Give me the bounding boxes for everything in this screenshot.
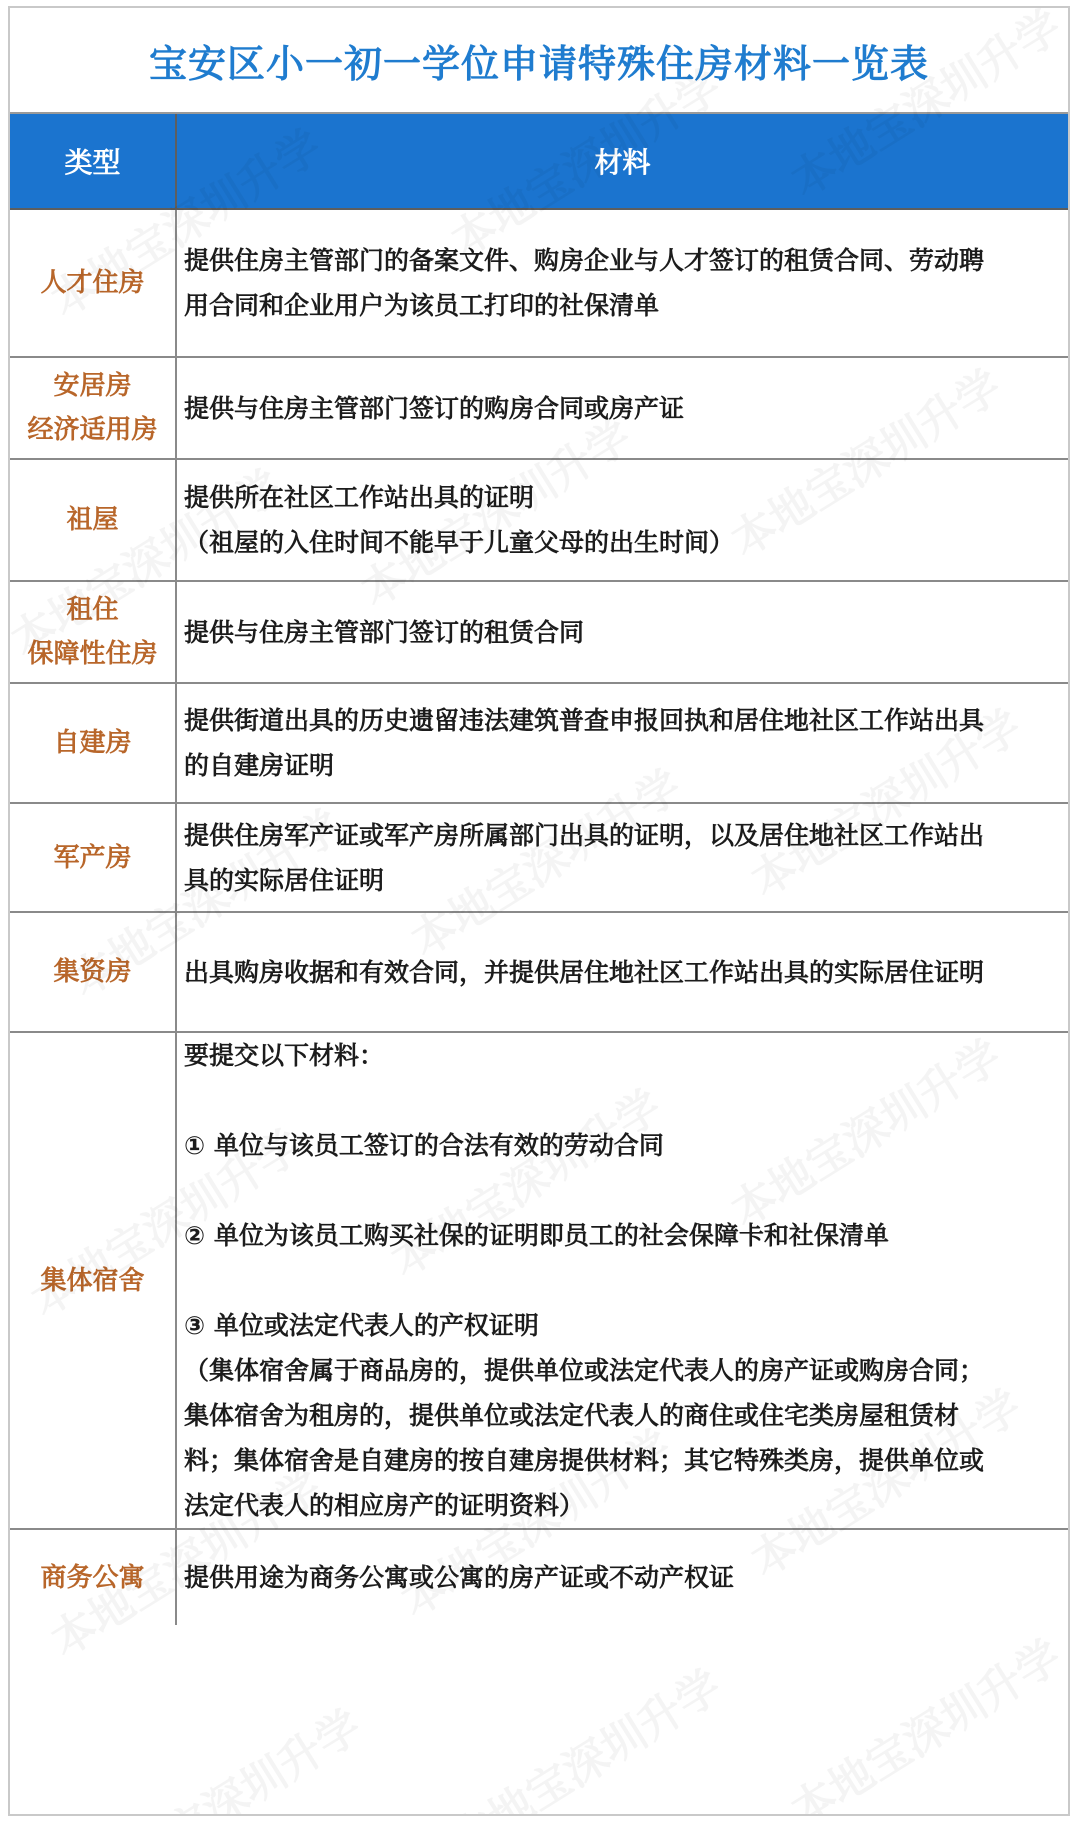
table-row	[10, 581, 1068, 683]
row-type-cell	[10, 912, 176, 1032]
table-row	[10, 459, 1068, 581]
row-material-cell	[176, 581, 1068, 683]
row-type-label: 租住	[66, 595, 119, 625]
row-type-cell	[10, 357, 176, 459]
housing-materials-table-page	[8, 6, 1070, 1816]
material-line: （祖屋的入住时间不能早于儿童父母的出生时间）	[184, 528, 735, 557]
line-spacer	[184, 1168, 1062, 1213]
row-type-cell	[10, 1032, 176, 1529]
row-type-cell	[10, 459, 176, 581]
watermark-text	[76, 1691, 371, 1816]
material-line: 提供住房军产证或军产房所属部门出具的证明，以及居住地社区工作站出	[184, 820, 985, 850]
row-material-cell	[176, 459, 1068, 581]
table-row	[10, 357, 1068, 459]
material-line: ② 单位为该员工购买社保的证明即员工的社会保障卡和社保清单	[184, 1221, 889, 1250]
row-material-cell	[176, 912, 1068, 1032]
material-line: ③ 单位或法定代表人的产权证明	[184, 1311, 539, 1340]
row-type-label: 安居房	[53, 371, 132, 401]
material-line: 提供街道出具的历史遗留违法建筑普查申报回执和居住地社区工作站出具	[184, 706, 985, 735]
material-line: 集体宿舍为租房的，提供单位或法定代表人的商住或住宅类房屋租赁材	[184, 1401, 960, 1430]
row-type-cell	[10, 209, 176, 357]
material-line: 出具购房收据和有效合同，并提供居住地社区工作站出具的实际居住证明	[184, 957, 985, 987]
table-row	[10, 1529, 1068, 1625]
row-type-label: 人才住房	[40, 268, 145, 298]
material-line: 提供与住房主管部门签订的租赁合同	[184, 617, 585, 647]
row-type-cell	[10, 581, 176, 683]
material-line: 用合同和企业用户为该员工打印的社保清单	[184, 291, 660, 320]
material-line: 提供用途为商务公寓或公寓的房产证或不动产权证	[184, 1563, 735, 1592]
table-row	[10, 683, 1068, 803]
row-type-label: 军产房	[53, 842, 132, 873]
row-type-label: 集体宿舍	[40, 1265, 145, 1296]
row-type-label: 保障性住房	[27, 639, 158, 669]
row-material-cell	[176, 683, 1068, 803]
row-type-label: 商务公寓	[40, 1562, 145, 1593]
table-row	[10, 803, 1068, 912]
material-line: 具的实际居住证明	[184, 865, 385, 895]
line-spacer	[184, 1258, 1062, 1303]
page-title: 宝安区小一初一学位申请特殊住房材料一览表	[10, 8, 1068, 114]
row-material-cell	[176, 209, 1068, 357]
row-type-label: 自建房	[53, 728, 132, 758]
material-line: 提供住房主管部门的备案文件、购房企业与人才签订的租赁合同、劳动聘	[184, 246, 985, 275]
row-type-label: 经济适用房	[27, 415, 158, 445]
table-row	[10, 1032, 1068, 1529]
material-line: 要提交以下材料：	[184, 1041, 385, 1070]
table-header-row	[10, 114, 1068, 209]
table-row	[10, 912, 1068, 1032]
row-type-cell	[10, 683, 176, 803]
line-spacer	[184, 1078, 1062, 1123]
material-line: 的自建房证明	[184, 751, 335, 780]
table-row	[10, 209, 1068, 357]
row-type-cell	[10, 1529, 176, 1625]
row-type-label: 集资房	[53, 957, 132, 987]
material-line: 提供所在社区工作站出具的证明	[184, 483, 535, 512]
watermark-text	[436, 1651, 731, 1816]
material-line: 法定代表人的相应房产的证明资料）	[184, 1491, 585, 1520]
material-line: （集体宿舍属于商品房的，提供单位或法定代表人的房产证或购房合同；	[184, 1356, 985, 1385]
material-line: 料；集体宿舍是自建房的按自建房提供材料；其它特殊类房，提供单位或	[184, 1446, 985, 1475]
row-material-cell	[176, 357, 1068, 459]
watermark-text	[776, 1621, 1070, 1816]
header-type: 类型	[10, 114, 176, 209]
row-material-cell	[176, 803, 1068, 912]
header-material: 材料	[176, 114, 1068, 209]
row-type-cell	[10, 803, 176, 912]
row-material-cell	[176, 1529, 1068, 1625]
material-line: 提供与住房主管部门签订的购房合同或房产证	[184, 393, 685, 423]
materials-table	[10, 114, 1068, 1625]
material-line: ① 单位与该员工签订的合法有效的劳动合同	[184, 1131, 664, 1160]
row-material-cell	[176, 1032, 1068, 1529]
row-type-label: 祖屋	[66, 505, 119, 535]
